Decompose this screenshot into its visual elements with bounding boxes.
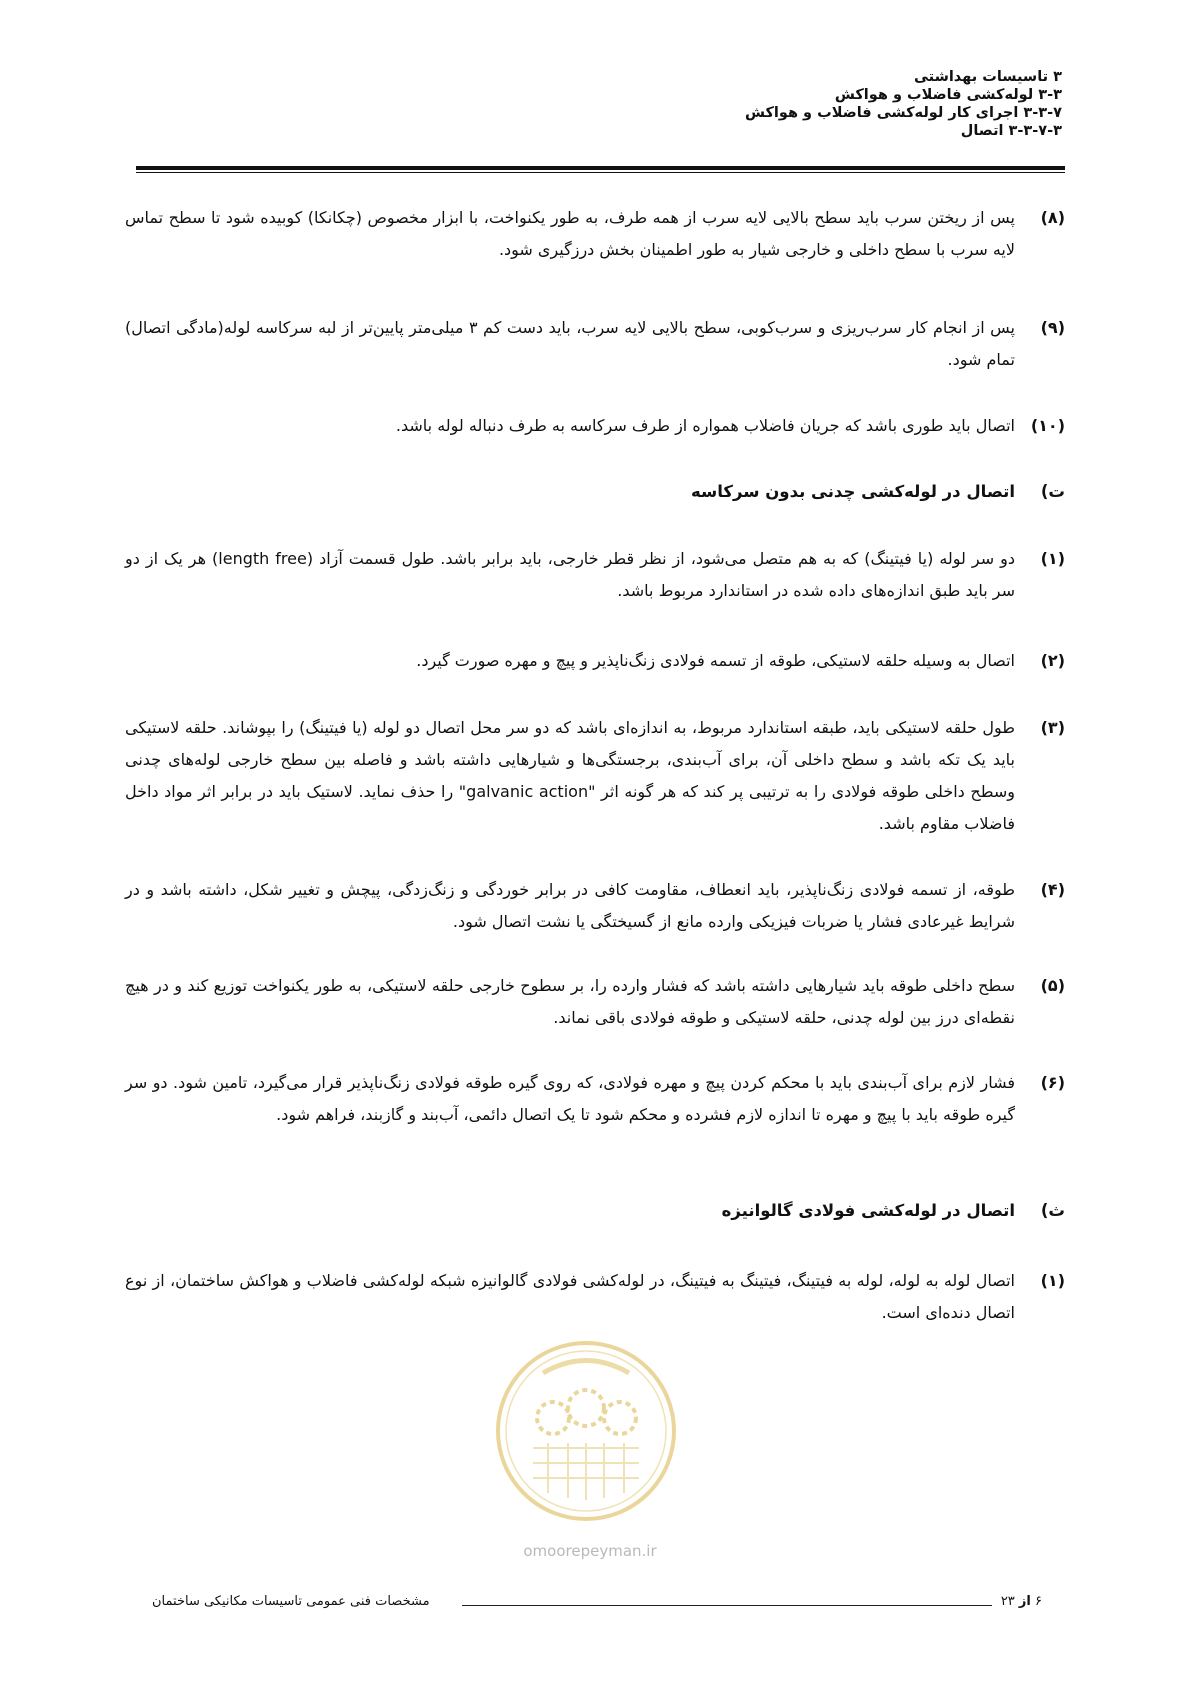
list-item-t2 xyxy=(125,645,1065,677)
page-header xyxy=(132,68,1062,140)
item-text: طول حلقه لاستیکی باید، طبقه استاندارد مربوط، به اندازه‌ای باشد که دو سر محل اتصال دو لوله (یا فیتینگ) را بپوشاند. حلقه لاستیکی باید یک تکه باشد و سطح داخلی آن، برای آب‌بندی، برجستگی‌ها و شیارهایی داشته باشد و فاصله بین سطح خارجی لوله‌های چدنی وسطح داخلی طوقه فولادی را به ترتیبی پر کند که هر گونه اثر "galvanic action" را حذف نماید. لاستیک باید در برابر اثر مواد داخل فاضلاب مقاوم باشد. xyxy=(125,718,1015,833)
list-item-10 xyxy=(125,410,1065,442)
header-chapter: ۳ تاسیسات بهداشتی xyxy=(913,69,1062,85)
section-heading-t xyxy=(125,476,1065,508)
item-number: (۴) xyxy=(1040,880,1065,899)
item-number: (۱) xyxy=(1040,1271,1065,1290)
page-current: ۶ xyxy=(1035,1594,1042,1609)
watermark-seal-icon xyxy=(493,1338,679,1524)
section-title: اتصال در لوله‌کشی چدنی بدون سرکاسه xyxy=(690,482,1015,501)
footer-rule xyxy=(462,1605,992,1606)
item-text: سطح داخلی طوقه باید شیارهایی داشته باشد که فشار وارده را، بر سطوح خارجی حلقه لاستیکی، به طور یکنواخت توزیع کند و در هیچ نقطه‌ای درز بین لوله چدنی، حلقه لاستیکی و طوقه فولادی باقی نماند. xyxy=(125,976,1015,1027)
header-topic: ۳-۳-۷-۳ اتصال xyxy=(960,123,1062,139)
item-text: طوقه، از تسمه فولادی زنگ‌ناپذیر، باید انعطاف، مقاومت کافی در برابر خوردگی و زنگ‌زدگی، پیچش و تغییر شکل، داشته باشد و در شرایط غیرعادی فشار یا ضربات فیزیکی وارده مانع از گسیختگی یا نشت اتصال شود. xyxy=(125,880,1015,931)
footer-page-number xyxy=(1001,1594,1042,1609)
list-item-8 xyxy=(125,202,1065,266)
list-item-t1 xyxy=(125,543,1065,607)
section-title: اتصال در لوله‌کشی فولادی گالوانیزه xyxy=(721,1201,1015,1220)
section-letter: ت) xyxy=(1040,482,1065,501)
item-number: (۱۰) xyxy=(1030,416,1065,435)
page-total: ۲۳ xyxy=(1000,1594,1015,1609)
list-item-9 xyxy=(125,312,1065,376)
header-section: ۳-۳ لوله‌کشی فاضلاب و هواکش xyxy=(834,87,1062,103)
list-item-t3 xyxy=(125,712,1065,840)
item-text: اتصال به وسیله حلقه لاستیکی، طوقه از تسمه فولادی زنگ‌ناپذیر و پیچ و مهره صورت گیرد. xyxy=(416,651,1015,670)
item-number: (۳) xyxy=(1040,718,1065,737)
item-number: (۵) xyxy=(1040,976,1065,995)
footer-document-title: مشخصات فنی عمومی تاسیسات مکانیکی ساختمان xyxy=(152,1594,430,1609)
watermark-url: omoorepeyman.ir xyxy=(523,1542,657,1560)
page-of-label: از xyxy=(1018,1594,1031,1609)
list-item-t6 xyxy=(125,1067,1065,1131)
list-item-th1 xyxy=(125,1265,1065,1329)
item-text: اتصال باید طوری باشد که جریان فاضلاب همواره از طرف سرکاسه به طرف دنباله لوله باشد. xyxy=(395,416,1015,435)
list-item-t5 xyxy=(125,970,1065,1034)
header-rule-thick xyxy=(136,166,1065,170)
item-text: فشار لازم برای آب‌بندی باید با محکم کردن پیچ و مهره فولادی، که روی گیره طوقه فولادی زنگ‌ناپذیر قرار می‌گیرد، تامین شود. دو سر گیره طوقه باید با پیچ و مهره تا اندازه لازم فشرده و محکم شود تا یک اتصال دائمی، آب‌بند و گازبند، فراهم شود. xyxy=(125,1073,1015,1124)
section-heading-th xyxy=(125,1195,1065,1227)
list-item-t4 xyxy=(125,874,1065,938)
section-letter: ث) xyxy=(1040,1201,1065,1220)
item-text: دو سر لوله (یا فیتینگ) که به هم متصل می‌شود، از نظر قطر خارجی، باید برابر باشد. طول قسمت آزاد (length free) هر یک از دو سر باید طبق اندازه‌های داده شده در استاندارد مربوط باشد. xyxy=(125,549,1015,600)
item-text: پس از انجام کار سرب‌ریزی و سرب‌کوبی، سطح بالایی لایه سرب، باید دست کم ۳ میلی‌متر پایین‌تر از لبه سرکاسه لوله(مادگی اتصال) تمام شود. xyxy=(125,318,1016,369)
item-number: (۸) xyxy=(1040,208,1065,227)
item-number: (۹) xyxy=(1040,318,1065,337)
item-number: (۲) xyxy=(1040,651,1065,670)
header-subsection: ۳-۳-۷ اجرای کار لوله‌کشی فاضلاب و هواکش xyxy=(744,105,1062,121)
item-text: پس از ریختن سرب باید سطح بالایی لایه سرب از همه طرف، به طور یکنواخت، با ابزار مخصوص (چکانکا) کوبیده شود تا سطح تماس لایه سرب با سطح داخلی و خارجی شیار به طور اطمینان بخش درزگیری شود. xyxy=(125,208,1015,259)
header-rule-thin xyxy=(136,172,1065,173)
item-text: اتصال لوله به لوله، لوله به فیتینگ، فیتینگ به فیتینگ، در لوله‌کشی فولادی گالوانیزه شبکه لوله‌کشی فاضلاب و هواکش ساختمان، از نوع اتصال دنده‌ای است. xyxy=(125,1271,1015,1322)
item-number: (۱) xyxy=(1040,549,1065,568)
item-number: (۶) xyxy=(1040,1073,1065,1092)
